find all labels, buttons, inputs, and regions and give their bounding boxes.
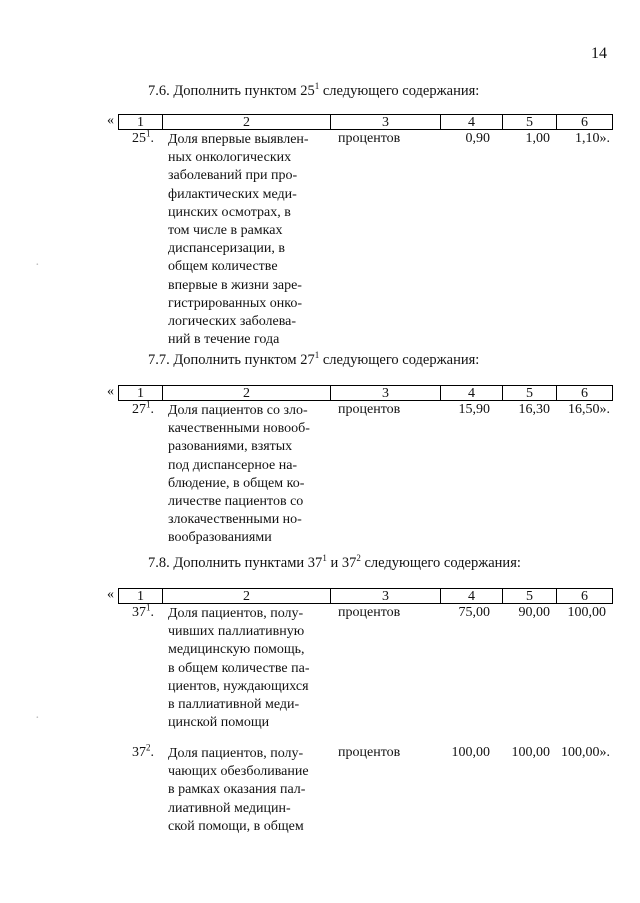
header-cell: 1 (119, 589, 163, 604)
item-number-main: 37 (132, 605, 146, 620)
header-cell: 4 (441, 589, 503, 604)
value-col-4: 100,00 (451, 745, 490, 760)
item-number-main: 37 (132, 745, 146, 760)
header-cell: 3 (331, 386, 441, 401)
item-number (120, 602, 154, 621)
description-line: циентов, нуждающихся (168, 678, 309, 694)
unit-of-measure: процентов (338, 131, 401, 146)
value-col-6: 16,50». (568, 402, 610, 417)
header-cell: 5 (503, 386, 557, 401)
indicator-description (168, 402, 324, 548)
value-col-4: 75,00 (458, 605, 490, 620)
value-col-5: 90,00 (518, 605, 550, 620)
description-line: Доля впервые выявлен- (168, 132, 309, 147)
description-line: ний в течение года (168, 332, 280, 348)
header-cell: 6 (557, 386, 613, 401)
value-col-5: 1,00 (525, 131, 550, 146)
description-line: злокачественными но- (168, 512, 302, 528)
heading-superscript: 2 (356, 553, 361, 564)
description-line: в рамках оказания пал- (168, 782, 306, 798)
unit-of-measure: процентов (338, 402, 401, 417)
unit-of-measure: процентов (338, 605, 401, 620)
description-line: цинской помощи (168, 715, 270, 731)
value-col-6: 100,00 (567, 605, 606, 620)
unit-of-measure: процентов (338, 745, 401, 760)
value-col-4: 15,90 (458, 402, 490, 417)
value-col-6: 1,10». (575, 131, 610, 146)
value-col-5: 16,30 (518, 402, 550, 417)
item-number-superscript: 1 (146, 399, 151, 410)
opening-quote: « (107, 384, 114, 399)
description-line: под диспансерное на- (168, 457, 298, 473)
opening-quote: « (107, 113, 114, 128)
header-cell: 1 (119, 115, 163, 130)
description-line: впервые в жизни заре- (168, 277, 302, 293)
page-number: 14 (591, 45, 607, 62)
description-line: филактических меди- (168, 186, 297, 202)
value-col-6: 100,00». (561, 745, 610, 760)
description-line: качественными новооб- (168, 421, 310, 437)
item-number-superscript: 1 (146, 602, 151, 613)
header-cell: 5 (503, 115, 557, 130)
header-cell: 2 (163, 386, 331, 401)
header-cell: 4 (441, 386, 503, 401)
header-cell: 4 (441, 115, 503, 130)
heading-superscript: 1 (314, 81, 320, 92)
description-line: Доля пациентов, полу- (168, 746, 304, 761)
section-heading-7-7 (148, 352, 479, 369)
description-line: Доля пациентов со зло- (168, 403, 308, 418)
description-line: в общем количестве па- (168, 660, 310, 676)
description-line: в паллиативной меди- (168, 697, 300, 713)
heading-text: 7.7. Дополнить пунктом 27 (148, 352, 315, 368)
indicator-description (168, 745, 324, 836)
description-line: том числе в рамках (168, 223, 283, 239)
description-line: заболеваний при про- (168, 168, 298, 184)
description-line: диспансеризации, в (168, 241, 285, 257)
description-line: лиативной медицин- (168, 800, 291, 816)
value-col-4: 0,90 (465, 131, 490, 146)
description-line: логических заболева- (168, 314, 297, 330)
description-line: ской помощи, в общем (168, 818, 304, 834)
heading-text: следующего содержания: (319, 352, 480, 368)
description-line: ных онкологических (168, 150, 292, 166)
section-heading-7-6 (148, 83, 479, 100)
indicator-description (168, 605, 324, 732)
item-number-suffix: . (150, 605, 154, 620)
item-number-superscript: 2 (146, 742, 151, 753)
heading-superscript: 1 (322, 553, 327, 564)
description-line: личестве пациентов со (168, 494, 304, 510)
opening-quote: « (107, 587, 114, 602)
indicator-description (168, 131, 324, 349)
header-cell: 1 (119, 386, 163, 401)
description-line: Доля пациентов, полу- (168, 606, 304, 621)
description-line: блюдение, в общем ко- (168, 475, 305, 491)
scan-mark: · (35, 258, 40, 273)
description-line: чающих обезболивание (168, 764, 309, 780)
description-line: гистрированных онко- (168, 295, 303, 311)
header-cell: 6 (557, 589, 613, 604)
value-col-5: 100,00 (511, 745, 550, 760)
item-number-suffix: . (150, 402, 154, 417)
heading-text: и 37 (326, 555, 357, 571)
heading-text: 7.6. Дополнить пунктом 25 (148, 83, 315, 99)
item-number-main: 25 (132, 131, 146, 146)
item-number (120, 742, 154, 761)
heading-superscript: 1 (314, 350, 320, 361)
description-line: цинских осмотрах, в (168, 204, 291, 220)
item-number (120, 399, 154, 418)
header-cell: 3 (331, 589, 441, 604)
header-cell: 6 (557, 115, 613, 130)
item-number-superscript: 1 (146, 128, 151, 139)
table-header-row (118, 588, 613, 604)
heading-text: 7.8. Дополнить пунктами 37 (148, 555, 323, 571)
table-header-row (118, 385, 613, 401)
item-number (120, 128, 154, 147)
section-heading-7-8 (148, 555, 521, 572)
header-cell: 3 (331, 115, 441, 130)
description-line: чивших паллиативную (168, 624, 305, 640)
scan-mark: · (35, 711, 40, 726)
description-line: медицинскую помощь, (168, 642, 305, 658)
header-cell: 2 (163, 115, 331, 130)
item-number-suffix: . (150, 745, 154, 760)
table-header-row (118, 114, 613, 130)
heading-text: следующего содержания: (360, 555, 521, 571)
heading-text: следующего содержания: (319, 83, 480, 99)
description-line: общем количестве (168, 259, 278, 275)
item-number-suffix: . (150, 131, 154, 146)
item-number-main: 27 (132, 402, 146, 417)
description-line: вообразованиями (168, 530, 272, 546)
header-cell: 5 (503, 589, 557, 604)
header-cell: 2 (163, 589, 331, 604)
description-line: разованиями, взятых (168, 439, 293, 455)
